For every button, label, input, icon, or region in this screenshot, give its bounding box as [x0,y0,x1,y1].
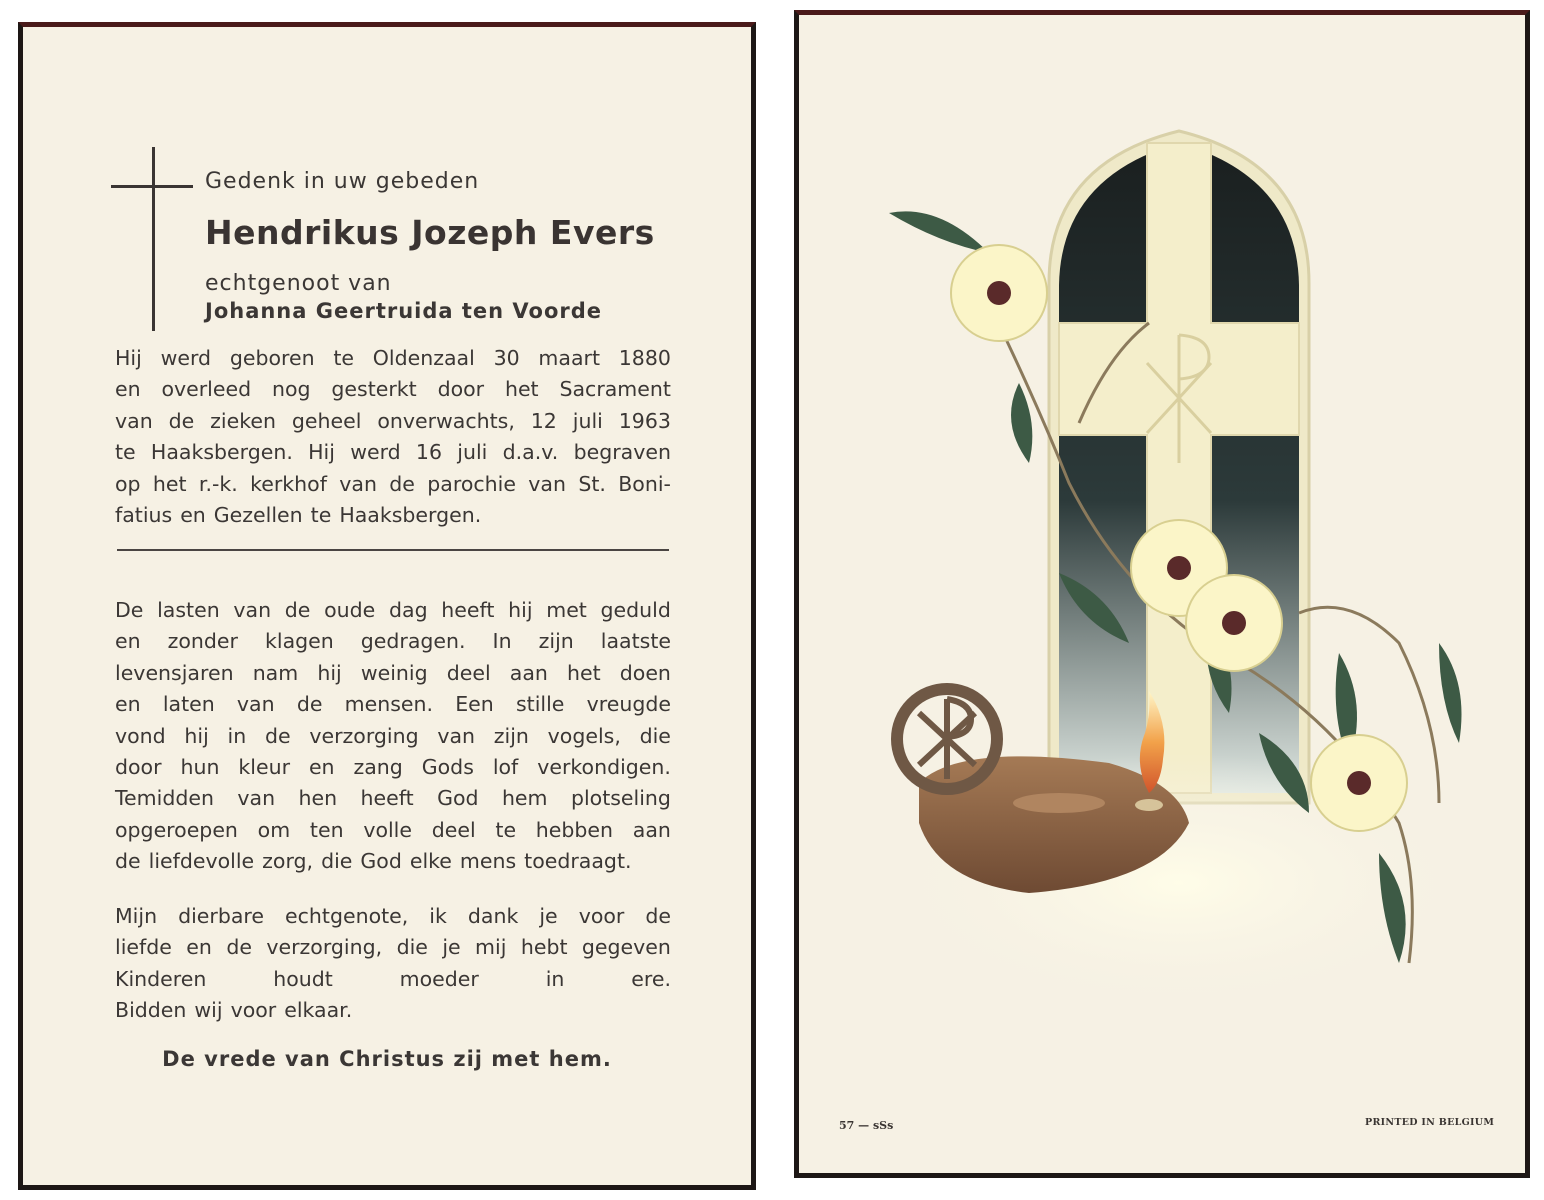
text-line: te Haaksbergen. Hij werd 16 juli d.a.v. begraven [115,440,671,465]
text-line: Temidden van hen heeft God hem plotseling [115,786,671,811]
biography-paragraph [115,343,671,531]
text-line: en zonder klagen gedragen. In zijn laatste [115,629,671,654]
memorial-card-text-side [18,22,756,1190]
flower [951,245,1047,341]
spouse-name: Johanna Geertruida ten Voorde [205,299,603,323]
farewell-paragraph [115,901,671,1027]
printer-note: PRINTED IN BELGIUM [1365,1117,1495,1128]
text-line: van de zieken geheel onverwachts, 12 juli 1963 [115,408,671,433]
text-line: Mijn dierbare echtgenote, ik dank je voor de [115,904,671,928]
deceased-name: Hendrikus Jozeph Evers [205,213,655,252]
intro-text: Gedenk in uw gebeden [205,169,480,194]
divider-line [117,549,669,551]
text-line: liefde en de verzorging, die je mij hebt gegeven [115,935,671,960]
cross-icon [152,147,155,331]
text-line: op het r.-k. kerkhof van de parochie van St. Boni- [115,471,671,496]
text-line: en laten van de mensen. Een stille vreugde [115,692,671,717]
memorial-card-image-side [794,10,1530,1178]
text-line: vond hij in de verzorging van zijn vogels, die [115,723,671,748]
text-line: fatius en Gezellen te Haaksbergen. [115,502,482,527]
text-line: Bidden wij voor elkaar. [115,998,353,1023]
cross-icon-bar [111,185,193,188]
text-line: De lasten van de oude dag heeft hij met geduld [115,598,671,622]
text-line: opgeroepen om ten volle deel te hebben aan [115,817,671,842]
text-line: Kinderen houdt moeder in ere. [115,966,671,991]
devotional-illustration [879,123,1479,993]
text-line: de liefdevolle zorg, die God elke mens toedraagt. [115,849,632,874]
flower [1186,575,1282,671]
text-line: en overleed nog gesterkt door het Sacrament [115,377,671,402]
flower [1311,735,1407,831]
text-line: Hij werd geboren te Oldenzaal 30 maart 1880 [115,346,671,370]
spouse-label: echtgenoot van [205,271,392,296]
text-line: door hun kleur en zang Gods lof verkondigen. [115,754,671,779]
closing-blessing: De vrede van Christus zij met hem. [162,1047,612,1071]
card-number: 57 — sSs [839,1119,894,1132]
gothic-window [1049,131,1309,803]
text-line: levensjaren nam hij weinig deel aan het doen [115,660,671,685]
tribute-paragraph [115,595,671,878]
